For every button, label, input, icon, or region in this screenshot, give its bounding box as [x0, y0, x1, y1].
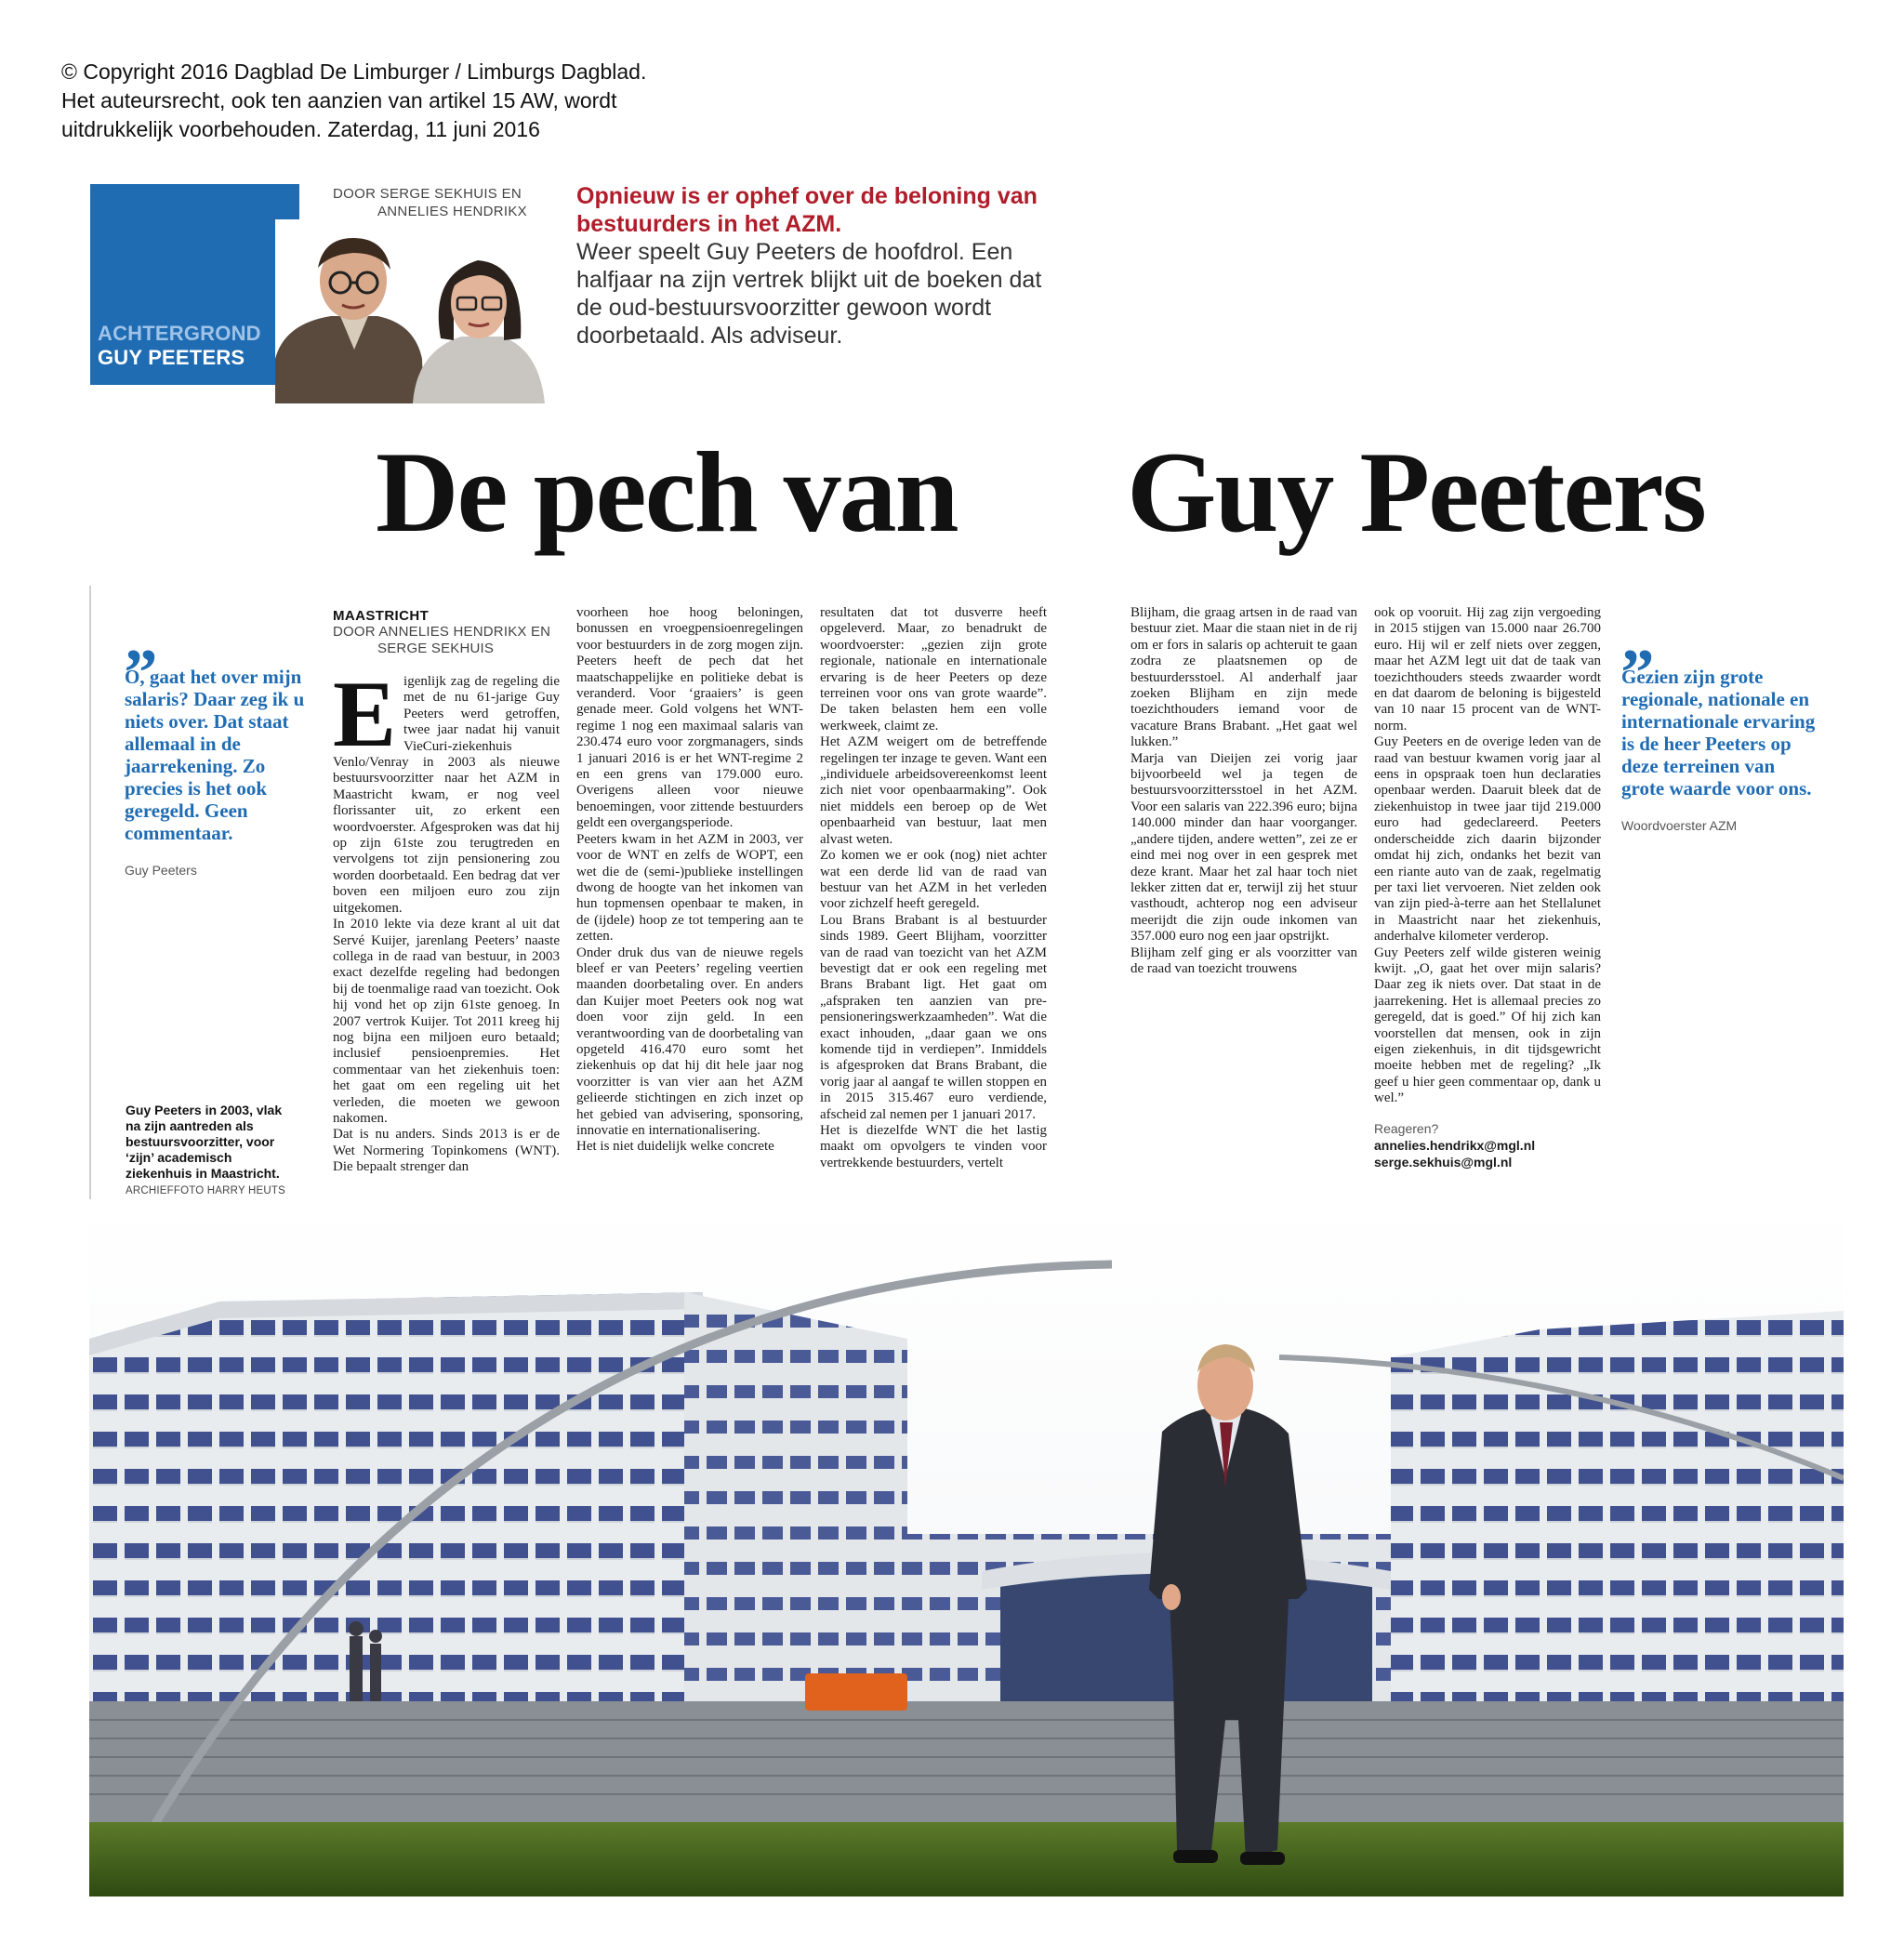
pull-quote-right-text: Gezien zijn grote regionale, nationale en internationale ervaring is de heer Peeters op deze terreinen van grote waarde voor ons.: [1621, 666, 1816, 800]
article-byline: [333, 624, 560, 657]
headline: [376, 428, 1826, 558]
col1-paragraph-1: igenlijk zag de regeling die met de nu 61-jarige Guy Peeters werd getroffen, twee jaar nadat hij vanuit VieCuri-ziekenhuis Venlo/Venray in 2003 als nieuwe bestuursvoorzitter naar het AZM in Maastricht kwam, er nog veel florissanter uit, zo erkent een woordvoerster. Afgesproken was dat hij op zijn 61ste zou terugtreden en vervolgens tot zijn pensionering zou worden doorbetaald. Een bedrag dat ver boven een miljoen euro zou zijn uitgekomen.: [333, 674, 560, 916]
article-text-col-3: [820, 605, 1047, 1171]
col4-paragraph-1: Blijham, die graag artsen in de raad van bestuur ziet. Maar die staan niet in de rij om er fors in salaris op achteruit te gaan zodra ze plaatsnemen op de bestuurdersstoel. Al anderhalf jaar zoeken Blijham en zijn mede toezichthouders iemand voor de vacature Brans Brabant. „Het gaat wel lukken.”: [1130, 605, 1357, 750]
intro-lead: Opnieuw is er ophef over de beloning van bestuurders in het AZM.: [576, 183, 1038, 237]
intro-byline: [333, 185, 528, 220]
react-label: Reageren?: [1374, 1120, 1439, 1136]
hospital-photo: [89, 1199, 1844, 1897]
col3-paragraph-5: Het is diezelfde WNT die het lastig maakt om opvolgers te vinden voor vertrekkende bestuurders, vertelt: [820, 1123, 1047, 1170]
email-hendrikx-link[interactable]: annelies.hendrikx@mgl.nl: [1374, 1137, 1536, 1153]
col5-paragraph-3: Guy Peeters zelf wilde gisteren weinig kwijt. „O, gaat het over mijn salaris? Daar zeg ik niets over. Dat staat in de jaarrekening. Het is allemaal precies zo geregeld, dat is goed.” Of hij zich kan voorstellen dat mensen, ook in zijn eigen ziekenhuis, in dit tijdsgewricht moeite hebben met de regeling? „Ik geef u hier geen commentaar op, dank u wel.”: [1374, 945, 1601, 1106]
intro-body: Weer speelt Guy Peeters de hoofdrol. Een halfjaar na zijn vertrek blijkt uit de boeken dat de oud-bestuursvoorzitter gewoon wordt doorbetaald. Als adviseur.: [576, 239, 1042, 349]
col5-paragraph-1: ook op vooruit. Hij zag zijn vergoeding in 2015 stijgen van 15.000 naar 26.700 euro. Hij wil er zelf niets over zeggen, maar het AZM legt uit dat de taak van toezichthouders steeds zwaarder wordt en dat daarom de beloning is bijgesteld van 10 naar 15 procent van de WNT-norm.: [1374, 605, 1601, 734]
intro-byline-line-1: DOOR SERGE SEKHUIS EN: [333, 186, 522, 202]
article-column-1: [333, 608, 560, 1176]
pull-quote-left-text: O, gaat het over mijn salaris? Daar zeg ik u niets over. Dat staat allemaal in de jaarrekening. Zo precies is het ook geregeld. Geen commentaar.: [125, 666, 305, 844]
col4-paragraph-2: Marja van Dieijen zei vorig jaar bijvoorbeeld wel ja tegen de bestuursvoorzittersstoel in het AZM. Voor een salaris van 222.396 euro; bijna 140.000 minder dan haar voorganger. „andere tijden, andere wetten”, zei ze er eind mei nog over in een gesprek met deze krant. Maar het zal haar toch niet lekker zitten dat er, terwijl zij het stuur vasthoudt, achterop nog een adviseur meerijdt die zijn oude inkomen van 357.000 euro nog een jaar opstrijkt.: [1130, 750, 1357, 945]
email-sekhuis-link[interactable]: serge.sekhuis@mgl.nl: [1374, 1154, 1513, 1170]
photo-caption-text: Guy Peeters in 2003, vlak na zijn aantreden als bestuursvoorzitter, voor ‘zijn’ academisch ziekenhuis in Maastricht.: [126, 1103, 283, 1181]
quote-mark-icon: „: [125, 601, 158, 675]
intro-text: [576, 182, 1060, 350]
col2-paragraph-4: Het is niet duidelijk welke concrete: [576, 1139, 774, 1155]
intro-byline-line-2: ANNELIES HENDRIKX: [377, 204, 527, 219]
headline-part-1: De pech van: [376, 429, 958, 556]
col1-paragraph-3: Dat is nu anders. Sinds 2013 is er de Wet Normering Topinkomens (WNT). Die bepaalt strenger dan: [333, 1127, 560, 1175]
copyright-notice: [61, 58, 731, 144]
article-text-col-5: [1374, 605, 1601, 1107]
article-text-col-4: [1130, 605, 1357, 977]
col3-paragraph-3: Zo komen we er ook (nog) niet achter wat een derde lid van de raad van bestuur van het AZM in het verleden voor zichzelf heeft geregeld.: [820, 848, 1047, 912]
col2-paragraph-2: Peeters kwam in het AZM in 2003, ver voor de WNT en zelfs de WOPT, een wet die de (semi-)publieke instellingen dwong de hoogte van het inkomen van hun topmensen openbaar te maken, in de (ijdele) hoop ze tot tempering aan te zetten.: [576, 831, 803, 945]
article-byline-line-2: SERGE SEKHUIS: [377, 641, 495, 656]
article-text-col-2: [576, 605, 803, 1156]
pull-quote-left: [125, 601, 311, 878]
kicker-topic: GUY PEETERS: [98, 346, 245, 369]
kicker-section: ACHTERGROND: [98, 322, 261, 345]
col5-paragraph-2: Guy Peeters en de overige leden van de raad van bestuur kwamen vorig jaar al eens in opspraak toen hun declaraties openbaar werden. Daaruit bleek dat de ziekenhuistop in twee jaar tijd 219.000 euro had gedeclareerd. Peeters onderscheidde zich daarin bijzonder omdat hij zich, ondanks het bezit van een riante auto van de zaak, regelmatig per taxi liet vervoeren. Niet zelden ook van zijn pied-à-terre aan het Stellalunet in Maastricht naar het ziekenhuis, anderhalve kilometer verderop.: [1374, 734, 1601, 945]
col2-paragraph-3: Onder druk dus van de nieuwe regels bleef er van Peeters’ regeling veertien maanden doorbetaling over. En anders dan Kuijer moet Peeters ook nog wat doen voor zijn geld. In een verantwoording van de doorbetaling van opgeteld 416.470 euro somt het ziekenhuis op dat hij dit hele jaar nog voorzitter is van vier aan het AZM gelieerde stichtingen en zich inzet op het gebied van advisering, sponsoring, innovatie en internationalisering.: [576, 945, 803, 1138]
copyright-line-3: uitdrukkelijk voorbehouden. Zaterdag, 11 juni 2016: [61, 117, 540, 141]
col3-paragraph-1: resultaten dat tot dusverre heeft opgeleverd. Maar, zo benadrukt de woordvoerster: „gezien zijn grote regionale, nationale en internationale ervaring is de heer Peeters op deze terreinen voor ons van grote waarde”. De taken belasten hem een volle werkweek, claimt ze.: [820, 605, 1047, 734]
article-dateline: MAASTRICHT: [333, 608, 430, 624]
col3-paragraph-2: Het AZM weigert om de betreffende regelingen ter inzage te geven. Want een „individuele arbeidsovereenkomst leent zich niet voor openbaarmaking”. Ook niet middels een beroep op de Wet openbaarheid van bestuur, laat men alvast weten.: [820, 734, 1047, 847]
author-portraits: [275, 219, 545, 403]
copyright-line-2: Het auteursrecht, ook ten aanzien van artikel 15 AW, wordt: [61, 88, 617, 112]
col4-paragraph-3: Blijham zelf ging er als voorzitter van de raad van toezicht trouwens: [1130, 945, 1357, 976]
article-byline-line-1: DOOR ANNELIES HENDRIKX EN: [333, 624, 551, 640]
contact-block: [1374, 1120, 1601, 1170]
section-kicker-box: [90, 184, 299, 385]
headline-part-2: Guy Peeters: [1127, 429, 1705, 556]
article-column-5: [1374, 605, 1601, 1170]
col2-paragraph-1: voorheen hoe hoog beloningen, bonussen en vroegpensioenregelingen voor bestuurders in de zorg mogen zijn. Peeters heeft de pech dat het maatschappelijke en politieke debat is veranderd. Voor ‘graaiers’ is geen genade meer. Gold volgens het WNT-regime 1 nog een maximaal salaris van 230.474 euro voor zorgmanagers, sinds 1 januari 2016 is er het WNT-regime 2 en een grens van 179.000 euro. Overigens alleen voor nieuwe benoemingen, voor zittende bestuurders geldt een overgangsperiode.: [576, 605, 803, 831]
pull-quote-right: [1621, 601, 1817, 833]
pull-quote-left-source: Guy Peeters: [125, 863, 197, 878]
article-text-col-1: [333, 662, 560, 1176]
col3-paragraph-4: Lou Brans Brabant is al bestuurder sinds 1989. Geert Blijham, voorzitter van de raad van toezicht van het AZM bevestigt dat er ook een regeling met Brans Brabant ligt. Het gaat om „afspraken ten aanzien van pre-pensioneringswerkzaamheden”. Wat die exact inhouden, „daar gaan we ons komende tijd in verdiepen”. Inmiddels is afgesproken dat Brans Brabant, die vorig jaar al aangaf te willen stoppen en in 2015 315.467 euro verdiende, afscheid zal nemen per 1 januari 2017.: [820, 912, 1047, 1122]
photo-credit: ARCHIEFFOTO HARRY HEUTS: [126, 1185, 286, 1196]
dropcap: E: [333, 662, 397, 767]
pull-quote-right-source: Woordvoerster AZM: [1621, 818, 1738, 833]
copyright-line-1: © Copyright 2016 Dagblad De Limburger / Limburgs Dagblad.: [61, 59, 647, 84]
quote-mark-icon: „: [1621, 601, 1655, 675]
photo-caption: [126, 1103, 293, 1199]
col1-paragraph-2: In 2010 lekte via deze krant al uit dat Servé Kuijer, jarenlang Peeters’ naaste collega in de raad van bestuur, in 2003 exact dezelfde regeling had bedongen bij de toenmalige raad van toezicht. Ook hij vond het op zijn 61ste genoeg. In 2007 vertrok Kuijer. Tot 2011 kreeg hij nog bijna een miljoen euro betaald; inclusief pensioenpremies. Het commentaar van het ziekenhuis toen: het gaat om een regeling uit het verleden, die moeten we gewoon nakomen.: [333, 917, 560, 1126]
